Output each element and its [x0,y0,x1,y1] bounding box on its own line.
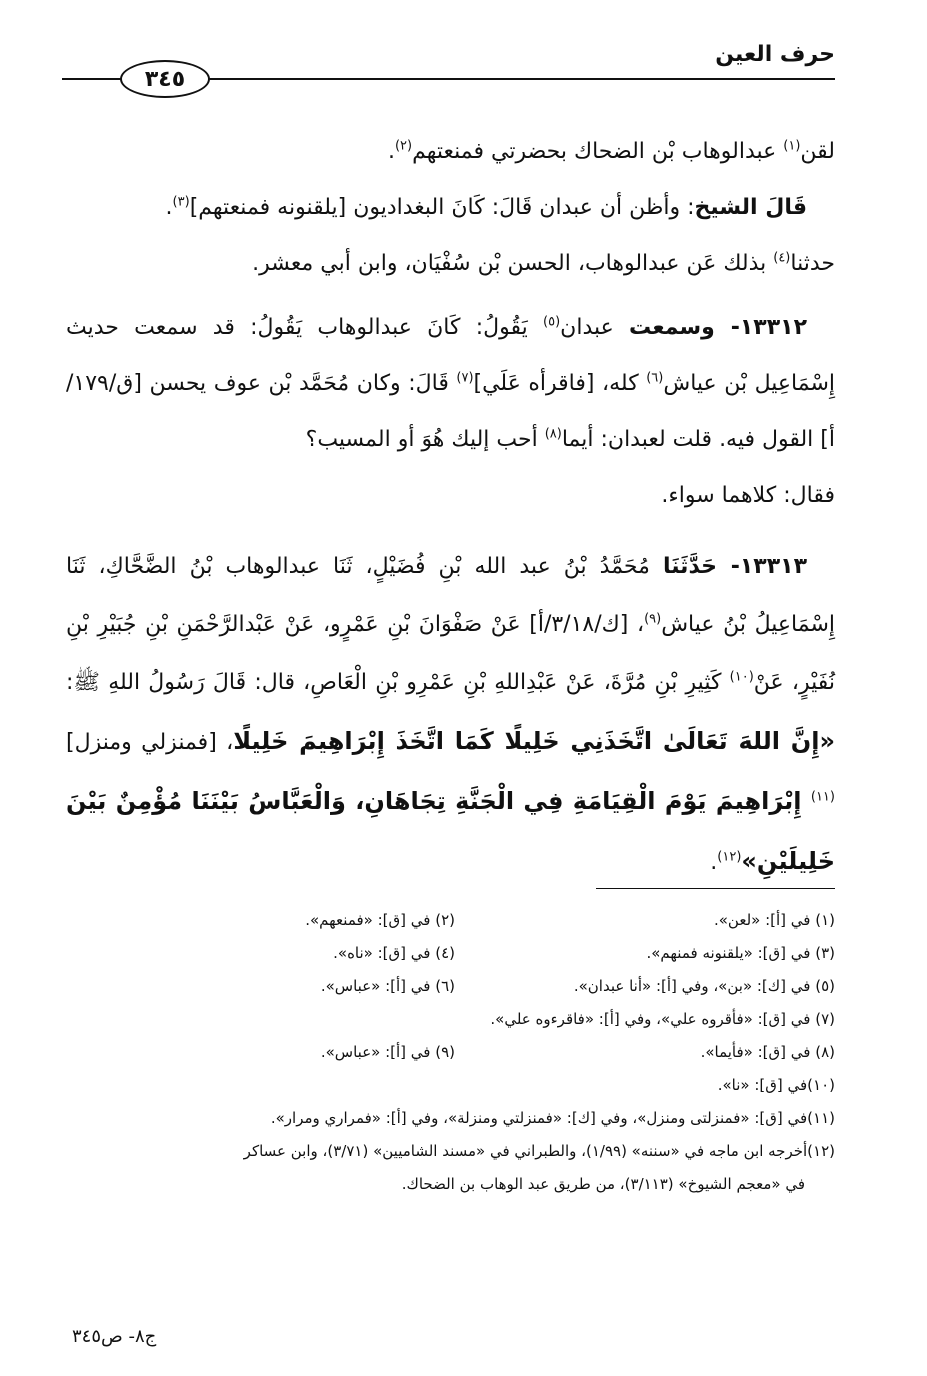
footnote-6: (٦) في [أ]: «عباس». [320,977,455,995]
footnote-rule [596,888,835,889]
footnote-5: (٥) في [ك]: «بن»، وفي [أ]: «أنا عبدان». [573,977,835,995]
section-title: حرف العين [715,42,835,67]
footnote-10: (١٠)في [ق]: «نا». [717,1076,835,1094]
footnote-ref: (١) [783,138,801,154]
text-run: : وأظن أن عبدان قَالَ: كَانَ البغداديون [يلقنونه فمنعتهم] [189,195,695,220]
main-text [66,124,835,892]
text-run: مُحَمَّدُ بْنُ عبد الله بْنِ فُضَيْلٍ، ثَنَا عبدالوهاب بْنُ الضَّحَّاكِ، ثَنَا إِسْمَاعِيلُ بْنُ عياش [66,554,835,637]
footnote-9: (٩) في [أ]: «عباس». [320,1043,455,1061]
footnote-ref: (٥) [543,314,561,330]
footnote-ref: (٢) [394,138,413,154]
footnote-row [66,1102,835,1135]
text-run: يَقُولُ: كَانَ عبدالوهاب يَقُولُ: قد سمعت حديث إِسْمَاعِيل بْن عياش [66,315,835,396]
hadith-13312 [66,300,835,468]
text-run: أحب إليك هُوَ أو المسيب؟ [305,427,545,452]
footnote-ref: (٨) [544,426,562,442]
text-run: بذلك عَن عبدالوهاب، الحسن بْن سُفْيَان، وابن أبي معشر. [252,251,774,276]
narration-verb: حَدَّثَنَا [662,554,718,579]
footnote-7: (٧) في [ق]: «فأقروه علي»، وفي [أ]: «فاقرءوه علي». [490,1010,835,1028]
narration-verb: وسمعت [629,315,715,340]
footnote-row [66,970,835,1003]
footnote-12-continued: في «معجم الشيوخ» (٣/١١٣)، من طريق عبد الوهاب بن الضحاك. [401,1175,805,1193]
footnote-ref: (٧) [456,370,474,386]
footnote-11: (١١)في [ق]: «فمنزلتى ومنزل»، وفي [ك]: «فمنزلتي ومنزلة»، وفي [أ]: «فمراري ومرار». [270,1109,835,1127]
footnote-row [66,1135,835,1168]
footnote-ref: (٦) [646,370,664,386]
paragraph-3 [66,236,835,292]
text-run: . [710,850,718,875]
volume-page-code: ج٨- ص٣٤٥ [72,1326,157,1347]
prophetic-text: «إِنَّ اللهَ تَعَالَىٰ اتَّخَذَنِي خَلِيلًا كَمَا اتَّخَذَ إِبْرَاهِيمَ خَلِيلًا [233,727,835,755]
footnote-row [66,1003,835,1036]
text-run: . [387,139,395,164]
text-run: عبدان [560,315,630,340]
footnote-ref: (١٠) [729,669,754,685]
prophetic-text: إِبْرَاهِيمَ يَوْمَ الْقِيَامَةِ فِي الْجَنَّةِ تِجَاهَانِ، وَالْعَبَّاسُ بَيْنَنَا مُؤْمِنٌ بَيْنَ خَلِيلَيْنِ» [66,787,835,875]
footnote-row [66,1036,835,1069]
page-number: ٣٤٥ [144,66,186,92]
footnote-ref: (١١) [810,789,835,805]
footnote-3: (٣) في [ق]: «يلقنونه فمنهم». [646,944,835,962]
text-run: كَثِيرِ بْنِ مُرَّةَ، عَنْ عَبْدِاللهِ بْنِ عَمْرِو بْنِ الْعَاصِ، قال: قَالَ رَسُولُ اللهِ ﷺ: [66,670,730,695]
footnote-row [66,937,835,970]
hadith-13313 [66,538,835,892]
footnote-row [66,1069,835,1102]
footnote-1: (١) في [أ]: «لعن». [713,911,835,929]
footnote-ref: (٤) [773,250,791,266]
footnotes [66,904,835,1201]
text-run: عبدالوهاب بْن الضحاك بحضرتي فمنعتهم [412,139,784,164]
text-run: لقن [800,139,835,164]
footnote-12: (١٢)أخرجه ابن ماجه في «سننه» (١/٩٩)، والطبراني في «مسند الشاميين» (٣/٧١)، وابن عساكر [243,1142,835,1160]
text-run: . [165,195,173,220]
paragraph-sheikh [66,180,835,236]
text-run: قَالَ: وكان مُحَمَّد بْن عوف يحسن [ق/١٧٩/أ] القول فيه. قلت لعبدان: أيما [66,371,835,452]
hadith-number: ١٣٣١٣- [717,554,807,579]
page-number-badge [120,60,210,98]
paragraph-answer [66,468,835,524]
footnote-ref: (١٢) [717,849,742,865]
footnote-row [66,1168,835,1201]
footnote-8: (٨) في [ق]: «فأيما». [700,1043,835,1061]
speaker-label: قَالَ الشيخ [694,195,807,220]
text-run: ، [فمنزلي ومنزل] [66,730,234,755]
footnote-row [66,904,835,937]
footnote-ref: (٣) [172,194,190,210]
paragraph-1 [66,124,835,180]
text-run: فقال: كلاهما سواء. [661,483,835,508]
text-run: كله، [فاقرأه عَلَي] [473,371,647,396]
text-run: حدثنا [790,251,835,276]
footnote-2: (٢) في [ق]: «فمنعهم». [305,911,455,929]
text-run: ، [ك/٣/١٨/أ] عَنْ صَفْوَانَ بْنِ عَمْرٍو، عَنْ عَبْدالرَّحْمَنِ بْنِ جُبَيْرِ بْنِ نُفَيْرٍ، عَنْ [66,612,835,695]
hadith-number: ١٣٣١٢- [714,315,807,340]
footnote-4: (٤) في [ق]: «ناه». [333,944,455,962]
footnote-ref: (٩) [644,611,662,627]
